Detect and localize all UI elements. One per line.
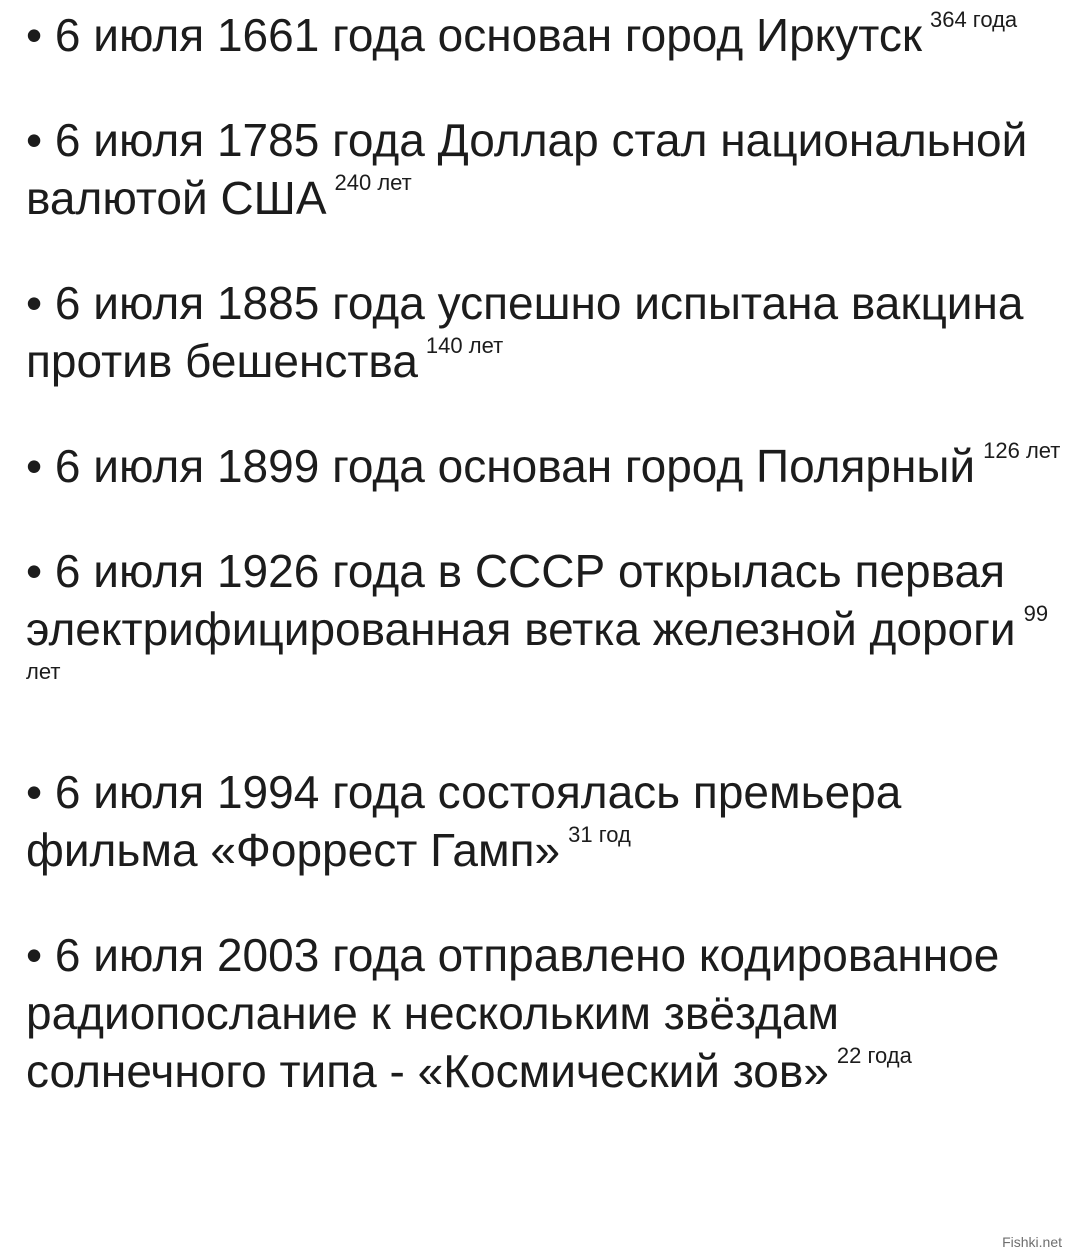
anniversary-label: 31 год	[568, 822, 631, 847]
event-item	[26, 111, 1066, 227]
event-text: • 6 июля 1926 года в СССР открылась первая электрифицированная ветка железной дороги	[26, 545, 1016, 655]
event-text: • 6 июля 1661 года основан город Иркутск	[26, 9, 922, 61]
event-item	[26, 926, 1066, 1100]
event-item	[26, 763, 1066, 879]
event-text: • 6 июля 2003 года отправлено кодированное радиопослание к нескольким звёздам солнечного типа - «Космический зов»	[26, 929, 1000, 1097]
event-text: • 6 июля 1785 года Доллар стал национальной валютой США	[26, 114, 1028, 224]
anniversary-label: 240 лет	[334, 170, 412, 195]
anniversary-label: 126 лет	[983, 438, 1061, 463]
watermark: Fishki.net	[1002, 1234, 1062, 1250]
anniversary-label: 99 лет	[26, 601, 1049, 684]
events-list	[26, 6, 1066, 1100]
event-item	[26, 542, 1066, 716]
anniversary-label: 140 лет	[425, 333, 504, 358]
anniversary-label: 364 года	[929, 7, 1018, 32]
event-item	[26, 274, 1066, 390]
event-item	[26, 437, 1066, 495]
event-text: • 6 июля 1994 года состоялась премьера фильма «Форрест Гамп»	[26, 766, 902, 876]
event-text: • 6 июля 1885 года успешно испытана вакцина против бешенства	[26, 277, 1024, 387]
event-text: • 6 июля 1899 года основан город Полярный	[26, 440, 976, 492]
anniversary-label: 22 года	[836, 1043, 912, 1068]
event-item	[26, 6, 1066, 64]
